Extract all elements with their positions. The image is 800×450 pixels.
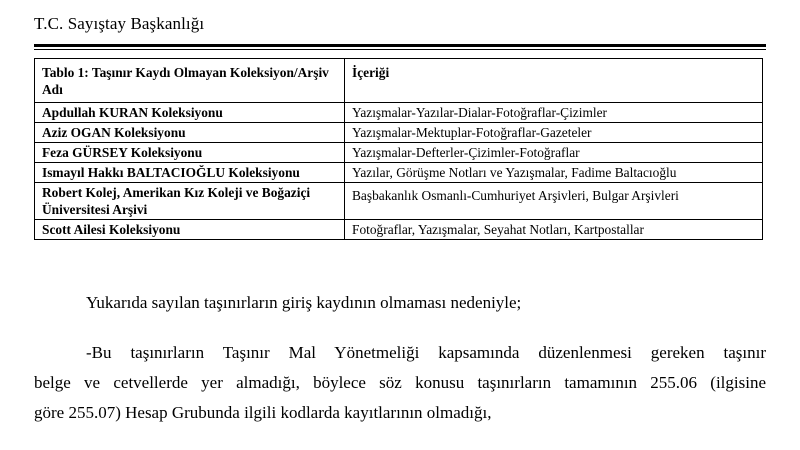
document-header-title: T.C. Sayıştay Başkanlığı bbox=[34, 14, 205, 33]
header-rule-thin bbox=[34, 49, 766, 50]
table-cell-content: Başbakanlık Osmanlı-Cumhuriyet Arşivleri, Bulgar Arşivleri bbox=[345, 183, 763, 220]
table-row bbox=[35, 183, 763, 220]
table-header-row bbox=[35, 59, 763, 103]
table-row bbox=[35, 220, 763, 240]
table-cell-collection-name: Apdullah KURAN Koleksiyonu bbox=[35, 103, 345, 123]
body-paragraph-finding bbox=[34, 338, 766, 428]
collections-table bbox=[34, 58, 763, 240]
paragraph-line: -Bu taşınırların Taşınır Mal Yönetmeliği kapsamında düzenlenmesi gereken taşınır bbox=[86, 343, 766, 362]
table-row bbox=[35, 143, 763, 163]
table-cell-content: Yazılar, Görüşme Notları ve Yazışmalar, Fadime Baltacıoğlu bbox=[345, 163, 763, 183]
table-cell-content: Yazışmalar-Yazılar-Dialar-Fotoğraflar-Çizimler bbox=[345, 103, 763, 123]
table-cell-collection-name: Aziz OGAN Koleksiyonu bbox=[35, 123, 345, 143]
table-header-collection-name: Tablo 1: Taşınır Kaydı Olmayan Koleksiyon/Arşiv Adı bbox=[35, 59, 345, 103]
table-row bbox=[35, 123, 763, 143]
table-row bbox=[35, 163, 763, 183]
paragraph-line: göre 255.07) Hesap Grubunda ilgili kodlarda kayıtlarının olmadığı, bbox=[34, 403, 492, 422]
table-cell-collection-name: Ismayıl Hakkı BALTACIOĞLU Koleksiyonu bbox=[35, 163, 345, 183]
body-paragraph-intro: Yukarıda sayılan taşınırların giriş kaydının olmaması nedeniyle; bbox=[86, 293, 522, 312]
table-cell-content: Yazışmalar-Mektuplar-Fotoğraflar-Gazeteler bbox=[345, 123, 763, 143]
table-cell-content: Yazışmalar-Defterler-Çizimler-Fotoğraflar bbox=[345, 143, 763, 163]
table-row bbox=[35, 103, 763, 123]
table-header-content: İçeriği bbox=[345, 59, 763, 103]
header-rule-thick bbox=[34, 44, 766, 47]
table-cell-collection-name: Scott Ailesi Koleksiyonu bbox=[35, 220, 345, 240]
table-cell-collection-name: Robert Kolej, Amerikan Kız Koleji ve Boğaziçi Üniversitesi Arşivi bbox=[35, 183, 345, 220]
table-cell-collection-name: Feza GÜRSEY Koleksiyonu bbox=[35, 143, 345, 163]
table-cell-content: Fotoğraflar, Yazışmalar, Seyahat Notları, Kartpostallar bbox=[345, 220, 763, 240]
paragraph-line: belge ve cetvellerde yer almadığı, böylece söz konusu taşınırların tamamının 255.06 (ilgisine bbox=[34, 373, 766, 392]
